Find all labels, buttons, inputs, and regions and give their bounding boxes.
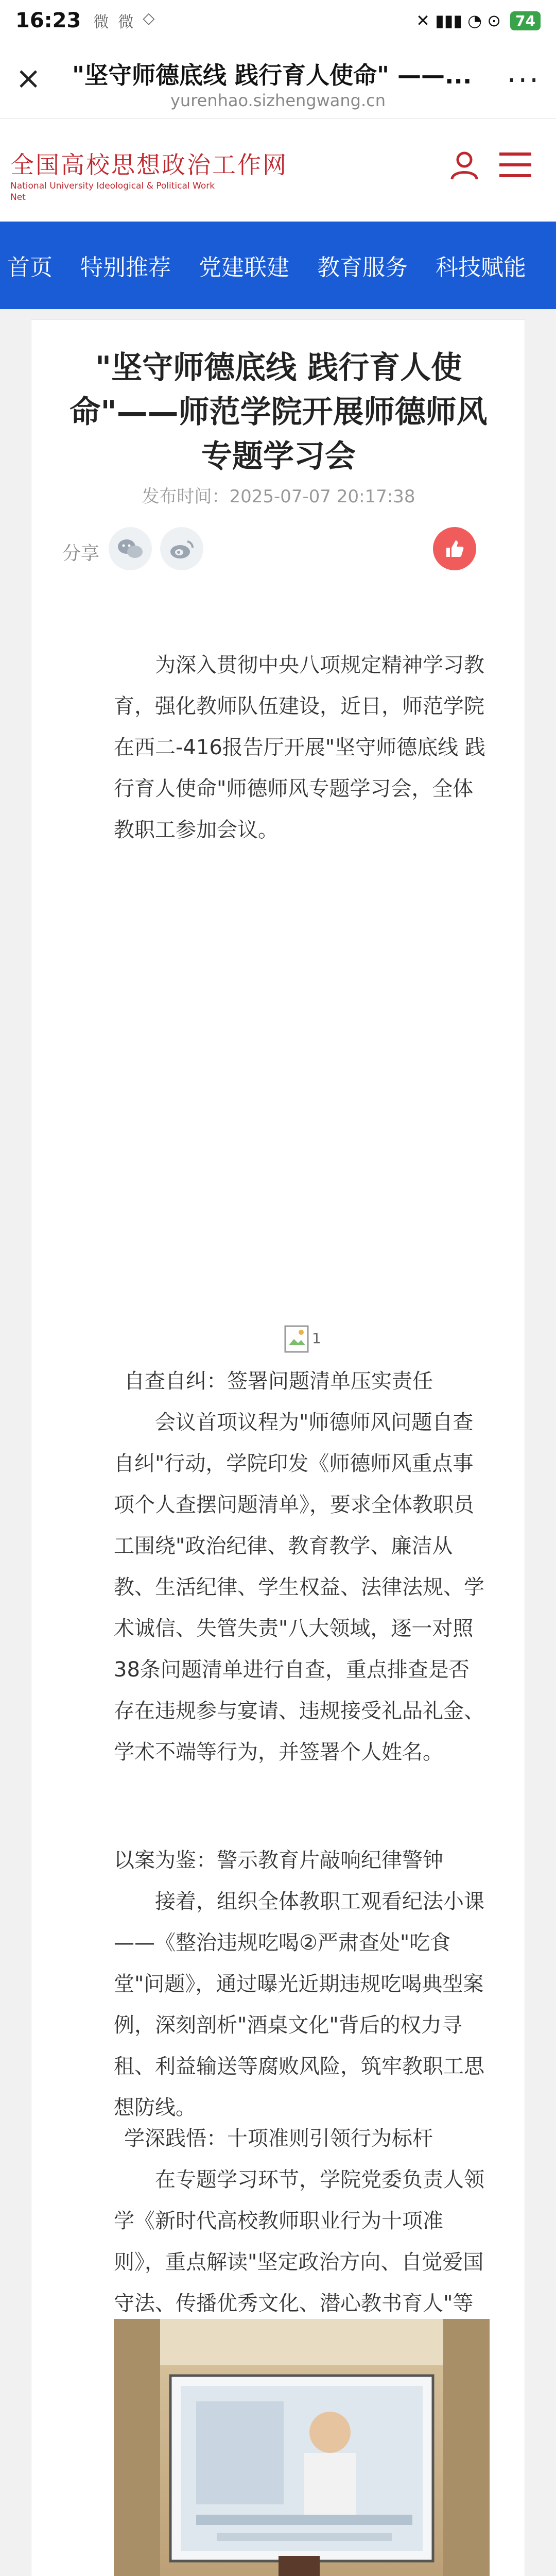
article-paragraph: 接着，组织全体教职工观看纪法小课——《整治违规吃喝②严肃查处"吃食堂"问题》，通过曝光近期违规吃喝典型案例，深刻剖析"酒桌文化"背后的权力寻租、利益输送等腐败风险，筑牢教职工思想防线。: [114, 1890, 484, 2120]
nav-item-home[interactable]: 首页: [7, 255, 53, 281]
share-label: 分享: [62, 543, 100, 564]
menu-icon[interactable]: [497, 150, 533, 179]
main-nav: [0, 222, 556, 309]
article-card: [31, 319, 525, 2576]
user-icon[interactable]: [448, 148, 481, 181]
wechat-icon: 微: [118, 13, 134, 31]
image-alt-text: 1: [312, 1330, 321, 1347]
like-button[interactable]: [433, 527, 476, 570]
article-paragraph: 在专题学习环节，学院党委负责人领学《新时代高校教师职业行为十项准则》，重点解读"坚定政治方向、自觉爱国守法、传播优秀文化、潜心教书育人"等: [114, 2168, 484, 2315]
broken-image-icon: [284, 1325, 309, 1353]
signal-icons: ✕ ▮▮▮ ◔ ⊙: [416, 11, 501, 30]
article-title: "坚守师德底线 践行育人使命"——师范学院开展师德师风专题学习会: [70, 350, 488, 474]
nav-item-party[interactable]: 党建联建: [199, 255, 289, 281]
publish-time: [62, 482, 495, 507]
status-time: 16:23: [15, 9, 81, 32]
weibo-share-icon[interactable]: [160, 527, 203, 570]
browser-url: yurenhao.sizhengwang.cn: [170, 91, 386, 110]
nav-item-featured[interactable]: 特别推荐: [80, 255, 171, 281]
wechat-icon: 微: [93, 13, 109, 31]
nav-item-tech[interactable]: 科技赋能: [436, 255, 526, 281]
status-notification-icons: [93, 9, 154, 32]
site-header: [0, 118, 556, 222]
thumbs-up-icon: [443, 537, 466, 560]
site-logo-subtitle: National University Ideological & Political Work Net: [10, 181, 215, 202]
notification-icon: ◇: [143, 9, 155, 27]
publish-label: 发布时间：: [142, 486, 230, 507]
site-logo[interactable]: 全国高校思想政治工作网: [10, 151, 288, 179]
status-right: [416, 11, 541, 30]
article-paragraph: 为深入贯彻中央八项规定精神学习教育，强化教师队伍建设，近日，师范学院在西二-416报告厅开展"坚守师德底线 践行育人使命"师德师风专题学习会，全体教职工参加会议。: [114, 653, 485, 842]
browser-toolbar: [0, 41, 556, 118]
publish-value: 2025-07-07 20:17:38: [229, 486, 415, 507]
more-options-icon[interactable]: ···: [507, 64, 541, 97]
section-heading: 以案为鉴：警示教育片敲响纪律警钟: [114, 1849, 443, 1872]
section-heading: 自查自纠：签署问题清单压实责任: [124, 1369, 433, 1393]
close-icon[interactable]: ×: [15, 60, 42, 96]
battery-icon: 74: [510, 11, 541, 30]
status-bar: [0, 0, 556, 41]
wechat-share-icon[interactable]: [109, 527, 152, 570]
nav-item-education[interactable]: 教育服务: [317, 255, 408, 281]
meeting-photo: [114, 2319, 490, 2576]
browser-page-title: "坚守师德底线 践行育人使命" ——...: [72, 61, 472, 89]
article-paragraph: 会议首项议程为"师德师风问题自查自纠"行动，学院印发《师德师风重点事项个人查摆问题清单》，要求全体教职员工围绕"政治纪律、教育教学、廉洁从教、生活纪律、学生权益、法律法规、学术诚信、失管失责"八大领域，逐一对照38条问题清单进行自查，重点排查是否存在违规参与宴请、违规接受礼品礼金、学术不端等行为，并签署个人姓名。: [114, 1411, 484, 1764]
section-heading: 学深践悟：十项准则引领行为标杆: [124, 2127, 433, 2150]
